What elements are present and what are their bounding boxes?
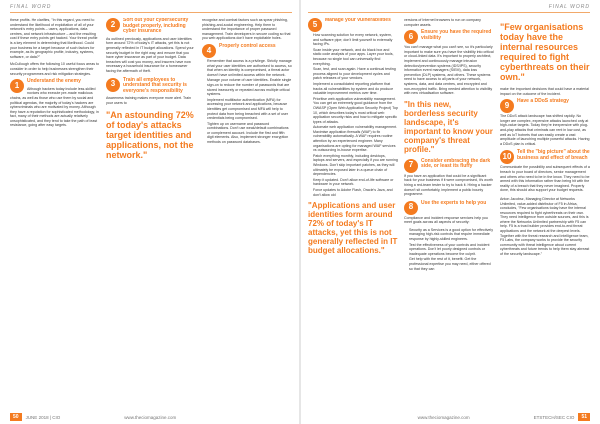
footer-site[interactable]: www.theciomagazine.com <box>417 414 470 420</box>
section-body: As outlined previously, applications and user identities form around 72% of today's IT attacks, yet this is not generally reflected in IT budget allocations. Spend your security budget in the right way, and ensure that you have cyber insurance as part of your budget. Data breaches will cost you money, and insurers have now necessary a household insurance for a homeowner facing the aftermath of theft. <box>106 36 194 73</box>
left-header-rule <box>10 12 292 13</box>
section-3 <box>106 78 196 106</box>
list-item: • Force updates to Adobe Flash, Oracle's Java, and don't allow old <box>313 188 398 197</box>
list-item: • Test the effectiveness of your controls and incident operations. Don't let poorly designed controls or inadequate operations become the culprit. <box>409 243 494 257</box>
list-item: • How scanning solution for every network, system, and software pipe; don't limit yourself to externally facing IPs. <box>313 33 398 47</box>
number-badge: 10 <box>500 150 514 164</box>
right-header: FINAL WORD <box>548 4 590 10</box>
section-body: Awareness training makes everyone more alert. Train your users to <box>106 96 192 105</box>
section-body: You can't manage what you can't see, so it's particularly important to make sure you have the visibility into critical or cloud-linked data. It's important to properly architect, implement and continuously manage intrusion detection/prevention systems (IDS/IPS), security information event managers (SIEM), data loss prevention (DLP) systems, and others. These systems need to have access to all parts of your network, systems, data, and data centres, and encrypted and non-encrypted traffic. Bring needed attention to visibility with new virtualisation software. <box>404 45 494 96</box>
section-body-continued: recognise and combat factors such as spear phishing, phishing-and-social engineering. Help them to understand the importance of proper password management. Train developers in secure coding so that you web applications don't have exploitable holes. <box>202 18 291 41</box>
right-header-rule <box>308 12 590 13</box>
pull-quote: "Applications and user identities form around 72% of today's IT attacks, yet this is not generally reflected in IT budget allocations." <box>308 201 398 256</box>
list-item: • Prioritise web application vulnerability management. You can get an extremely good guidance from the OWASP (Open Web Application Security Project) Top 10, which describes today's most critical web application security risks and how to mitigate specific types of attacks. <box>313 97 398 125</box>
bullet-list <box>202 59 292 145</box>
section-5 <box>308 18 398 197</box>
section-8 <box>404 201 494 272</box>
section-2 <box>106 18 196 74</box>
number-badge: 7 <box>404 159 418 173</box>
bullet-list <box>404 228 494 271</box>
pull-quote: "An astounding 72% of today's attacks target identities and applications, not the network." <box>106 109 194 160</box>
section-body-continued: versions of Internet browsers to run on company computer assets. <box>404 18 481 27</box>
section-heading: Ensure you have the required visibility <box>421 29 492 41</box>
list-item: • Tighten up on username and password combinations. Don't use weak/default combinations or complement account. Include the first and fifth digit elements. Also, implement stronger encryption methods on password databases. <box>207 122 292 145</box>
column-2 <box>106 18 196 410</box>
bullet-list <box>308 33 398 197</box>
section-4 <box>202 44 292 145</box>
left-columns <box>10 18 292 410</box>
list-item: • Remember that access is a privilege. Strictly manage what your user identities are authorised to access, so that when an identity is compromised, a threat actor doesn't have unlimited access within the network. <box>207 59 292 77</box>
closing-quote: Anton Jacobsz, Managing Director at Networks Unlimited, value-added distributor of F5 in Africa, concludes, "Few organisations today have the internal resources required to fight cyberthreats on their own. They need intelligence from outside sources, and this is where the Networks Unlimited partnership with F5 can help. F5 is a trust builder provides end-to-end threat applications and the network at the deepest levels. Together with the threat research and intelligence team, F5 Labs, the company works to provide the security community with threat intelligence about current cyberthreats and future trends to help them stay abreast of the security landscape." <box>500 196 590 257</box>
section-heading: Consider embracing the dark side, or least its fluffy <box>421 157 491 170</box>
left-header: FINAL WORD <box>10 4 52 10</box>
section-1 <box>10 79 100 128</box>
section-heading: Sort out your cybersecurity budget properly, including cyber insurance <box>123 18 189 35</box>
section-10 <box>500 150 590 193</box>
number-badge: 1 <box>10 79 24 93</box>
section-body: The DDoS attack landscape has shifted rapidly. No longer are complex, expensive attacks launched only at high-value targets. Today they're inexpensive with plug-and-play attacks that criminals can rent in low cost, as well as IoT botnets that can easily create a vast amplitude of launching multiple powerful attacks. Having a DDoS plan is critical. <box>500 114 590 146</box>
page-number: 50 <box>10 413 22 421</box>
column-3 <box>202 18 292 410</box>
section-body: Communicate the possibility and subsequent effects of a breach to your board of directors, senior management and others who need to be in the know. They need to be armed with this information rather than being hit with the reality of a breach that they never imagined. Properly done, this should also support your budget requests. <box>500 165 590 193</box>
list-item: • Implement a consolidated reporting platform that tracks all vulnerabilities by system and do produce valuable improvement metrics over time. <box>313 82 398 96</box>
list-item: • Manage your volume of user identities. Enable single sign-on to reduce the number of passwords that are stored insecurely or repeated across multiple critical systems. <box>207 78 292 96</box>
intro-paragraph: these profits. He clarifies, "In this regard, you need to understand the likelihood of exploitation of all of your network's entry points – users, applications, data centres, and network infrastructure – and the resulting cost if these entry points get hacked. Your threat profile is a key element in determining that likelihood. Could your business be a target because of such factors for example, as its geographic profile, industry, systems, software, or data?" <box>10 18 98 59</box>
pull-quote: "In this new, borderless security landscape, it's important to know your company's threat profile." <box>404 99 493 154</box>
list-item: • Patch everything monthly, including desktops, laptops and servers, and especially if you are running Windows. Don't skip important patches, as they will ultimately be exposed later in a queue chain of dependencies. <box>313 154 398 177</box>
list-item: • Scan inside your network, and do black box and static code analysis of your apps. Layer your tools, because no single tool can universally find everything. <box>313 48 398 66</box>
section-heading: Manage your vulnerabilities <box>325 18 391 23</box>
column-6 <box>500 18 590 410</box>
footer-issue: JUNE 2018 | CIO <box>25 414 61 420</box>
section-heading: Tell the "big picture" about the business and effect of breach <box>517 149 590 161</box>
number-badge: 3 <box>106 78 120 92</box>
list-item: • Keep it updated. Don't allow end-of-life software or hardware in your network. <box>313 178 398 187</box>
number-badge: 9 <box>500 99 514 113</box>
section-heading: Use the experts to help you <box>421 199 487 206</box>
number-badge: 2 <box>106 18 120 32</box>
section-6 <box>404 30 494 96</box>
column-1 <box>10 18 100 410</box>
pull-quote: "Few organisations today have the internal resources required to fight cyberthreats on their own." <box>500 22 590 82</box>
column-4 <box>308 18 398 410</box>
section-heading: Understand the enemy <box>27 78 81 85</box>
list-item: • Scan, test, and scan again. Have a continual testing process aligned to your development cycles and patch releases of your vendors. <box>313 67 398 81</box>
left-footer <box>10 413 176 421</box>
section-body: If you have an application that could be a significant hack for your business if it were compromised, it's worth hiring a red-team tester to try to hack it. Hiring a hacker doesn't sit comfortably, implement a public bounty programme. <box>404 173 493 197</box>
right-footer <box>418 413 590 421</box>
list-item: • Implement multifactor authentication (MFA) for accessing your network and applications, because identities get compromised and MFA will help to protect data from being breached with a set of user credentials being compromised. <box>207 98 292 121</box>
list-item: • Automate web application vulnerability management. Maximise application firewalls (WAF) to fix vulnerability automatically. A WAF requires routine attention by an experienced engineer. Many organisations are opting for managed WAF services vs outsourcing in-house expertise. <box>313 125 398 153</box>
footer-issue: ETSTECH/SEC CIO <box>533 414 575 420</box>
section-7 <box>404 159 494 197</box>
number-badge: 5 <box>308 18 322 32</box>
number-badge: 4 <box>202 44 216 58</box>
section-body-continued: make the important decisions that could have a material impact on the outcome of the incident. <box>500 87 589 96</box>
section-9 <box>500 99 590 146</box>
right-columns <box>308 18 590 410</box>
section-body: Although hackers today include less-skilled novices who execute pre-made malicious chains, as well as those who use them by social and political agendas, the majority of today's hackers are cybercriminals who are motivated by money. Although they have a reputation for sophisticated methodology, in fact, many of their methods are actually relatively unsophisticated, and they tend to take the path of least resistance, going after easy targets. <box>10 86 99 128</box>
page-number: 51 <box>578 413 590 421</box>
footer-site[interactable]: www.theciomagazine.com <box>124 414 177 420</box>
list-item: • Security as a Services is a good option for effectively managing high-risk controls that require immediate response by highly-skilled engineers. <box>409 228 494 242</box>
column-5 <box>404 18 494 410</box>
intro-paragraph-2: McCullough offers the following 10 useful focus areas to consider in order to help businesses strengthen their security programmes and risk mitigation strategies. <box>10 62 100 76</box>
number-badge: 6 <box>404 30 418 44</box>
right-page <box>300 0 600 424</box>
list-item: • Get help with the rest of it, benefit. Get the professional expertise you may need, either offered so that they can <box>409 257 494 271</box>
section-heading: Train all employees to understand that security is everyone's responsibility <box>123 76 187 94</box>
section-heading: Properly control access <box>219 42 276 49</box>
section-heading: Have a DDoS strategy <box>517 98 569 105</box>
section-body: Compliance and incident response services help you meet goals across all aspects of security: <box>404 215 488 225</box>
number-badge: 8 <box>404 201 418 215</box>
